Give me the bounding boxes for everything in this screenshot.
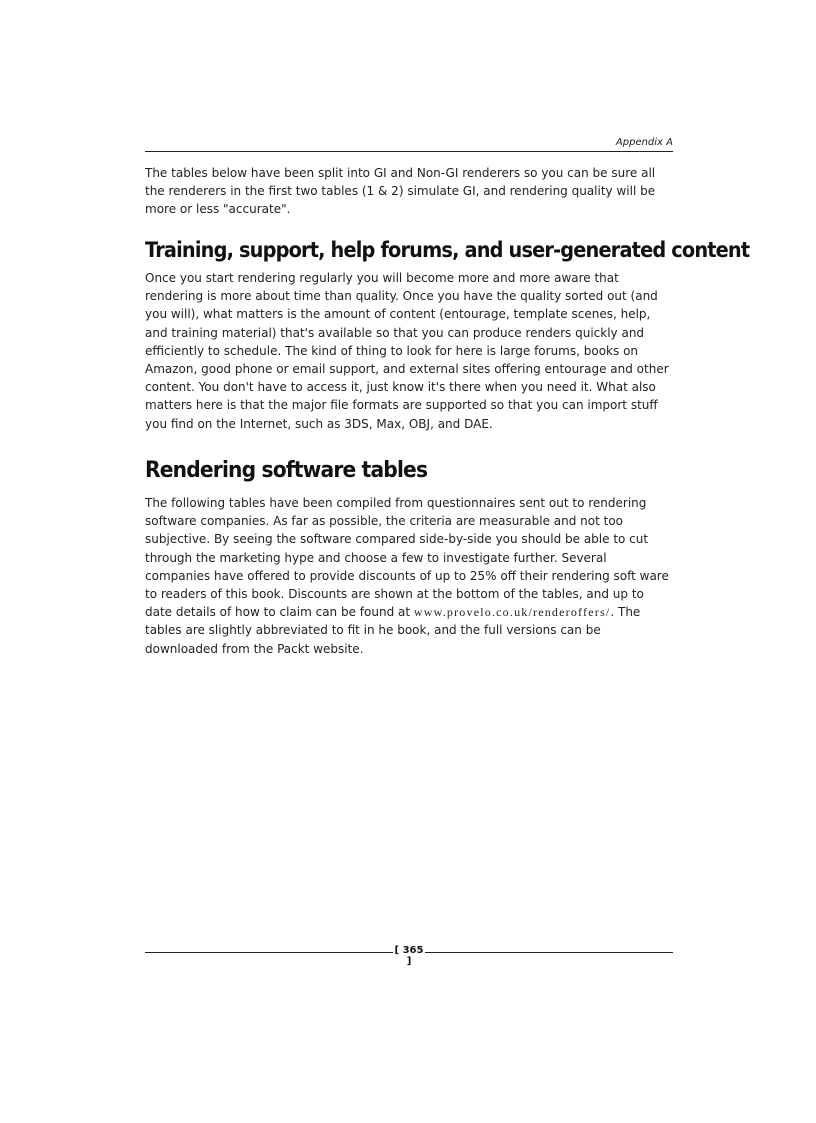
footer-rule-left bbox=[145, 952, 393, 953]
rendering-text-after: . The tables are slightly abbreviated to fit in he book, and the full versions can be downloaded from the Packt website. bbox=[145, 605, 641, 656]
header-rule bbox=[145, 151, 673, 152]
rendering-paragraph bbox=[145, 494, 673, 658]
training-paragraph: Once you start rendering regularly you will become more and more aware that rendering is more about time than quality. Once you have the quality sorted out (and you will), what matters is the amount of content (entourage, template scenes, help, and training material) that's available so that you can produce renders quickly and efficiently to schedule. The kind of thing to look for here is large forums, books on Amazon, good phone or email support, and external sites offering entourage and other content. You don't have to access it, just know it's there when you need it. What also matters here is that the major file formats are supported so that you can import stuff you find on the Internet, such as 3DS, Max, OBJ, and DAE. bbox=[145, 271, 669, 431]
running-head: Appendix A bbox=[615, 137, 673, 148]
section-heading-training: Training, support, help forums, and user-generated content bbox=[145, 238, 750, 262]
section-heading-rendering: Rendering software tables bbox=[145, 458, 428, 483]
offers-url-link[interactable]: www.provelo.co.uk/renderoffers/ bbox=[413, 605, 611, 620]
intro-paragraph: The tables below have been split into GI and Non-GI renderers so you can be sure all the renderers in the first two tables (1 & 2) simulate GI, and rendering quality will be more or less "accurate". bbox=[145, 166, 656, 217]
footer-rule-right bbox=[425, 952, 673, 953]
page-footer bbox=[145, 945, 673, 967]
rendering-text-before: The following tables have been compiled from questionnaires sent out to rendering software companies. As far as possible, the criteria are measurable and not too subjective. By seeing the software compared side-by-side you should be able to cut through the marketing hype and choose a few to investigate further. Several companies have offered to provide discounts of up to 25% off their rendering soft ware to readers of this book. Discounts are shown at the bottom of the tables, and up to date details of how to claim can be found at bbox=[145, 496, 669, 620]
page-number: [ 365 ] bbox=[394, 945, 424, 967]
